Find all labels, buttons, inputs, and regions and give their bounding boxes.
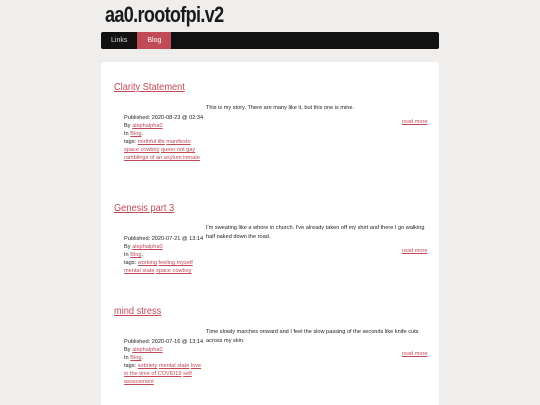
tag-link[interactable]: space cowboy [124, 147, 160, 153]
post-title[interactable]: Genesis part 3 [114, 202, 175, 214]
tags-label: tags: [124, 363, 137, 369]
read-more-link[interactable]: read more [402, 351, 428, 357]
tags-label: tags: [124, 139, 137, 145]
post-meta: Published: 2020-07-21 @ 13:14 By alephalpha0 In Blog. tags: working feeling myself mental state space cowboy [124, 236, 204, 274]
tag-link[interactable]: queer not gay [161, 147, 196, 153]
post-excerpt: Time slowly marches onward and I feel the slow passing of the seconds like knife cuts across my skin. [206, 329, 419, 344]
author-link[interactable]: alephalpha0 [132, 123, 163, 129]
nav-links[interactable]: Links [111, 37, 128, 44]
tags-label: tags: [124, 260, 137, 266]
post-meta: Published: 2020-08-23 @ 02:34 By alephalpha0 In Blog. tags: mirthful life manifesto space cowboy queer not gay ramblings of an asylum inmate [124, 115, 204, 161]
published-date: 2020-07-16 @ 13:14 [151, 339, 204, 345]
tag-link[interactable]: feeling myself [158, 260, 193, 266]
author-link[interactable]: alephalpha0 [132, 347, 163, 353]
tag-link[interactable]: love in the time of COVID19 [124, 363, 202, 377]
post-excerpt: This is my story. There are many like it, but this one is mine. [206, 105, 355, 111]
navbar [101, 32, 439, 49]
in-label: In [124, 252, 129, 258]
tag-link[interactable]: working [137, 260, 157, 266]
published-label: Published: [124, 236, 151, 242]
in-label: In [124, 131, 129, 137]
tag-link[interactable]: ramblings of an asylum inmate [124, 155, 200, 161]
tag-link[interactable]: mental state [158, 363, 190, 369]
published-label: Published: [124, 115, 151, 121]
tag-link[interactable]: space cowboy [156, 268, 192, 274]
author-link[interactable]: alephalpha0 [132, 244, 163, 250]
post-meta: Published: 2020-07-16 @ 13:14 By alephalpha0 In Blog. tags: sobriety mental state love in the time of COVID19 self assessment [124, 339, 204, 385]
by-label: By [124, 123, 131, 129]
tag-link[interactable]: manifesto [166, 139, 191, 145]
by-label: By [124, 347, 131, 353]
published-date: 2020-08-23 @ 02:34 [151, 115, 204, 121]
category-link[interactable]: Blog [130, 131, 142, 137]
tag-link[interactable]: self assessment [124, 371, 192, 385]
category-link[interactable]: Blog [130, 252, 142, 258]
post-title[interactable]: mind stress [114, 305, 162, 317]
category-link[interactable]: Blog [130, 355, 142, 361]
in-label: In [124, 355, 129, 361]
site-title: aa0.rootofpi.v2 [105, 2, 224, 27]
tag-link[interactable]: sobriety [137, 363, 158, 369]
by-label: By [124, 244, 131, 250]
published-label: Published: [124, 339, 151, 345]
read-more-link[interactable]: read more [402, 119, 428, 125]
post-title[interactable]: Clarity Statement [114, 81, 185, 93]
post-excerpt: I'm sweating like a whore in church. I've already taken off my shirt and there I go walking half naked down the road. [206, 225, 425, 240]
read-more-link[interactable]: read more [402, 248, 428, 254]
tag-link[interactable]: mental state [124, 268, 155, 274]
content-panel [101, 62, 439, 405]
tag-link[interactable]: mirthful life [137, 139, 165, 145]
published-date: 2020-07-21 @ 13:14 [151, 236, 204, 242]
nav-blog[interactable]: Blog [137, 32, 171, 49]
